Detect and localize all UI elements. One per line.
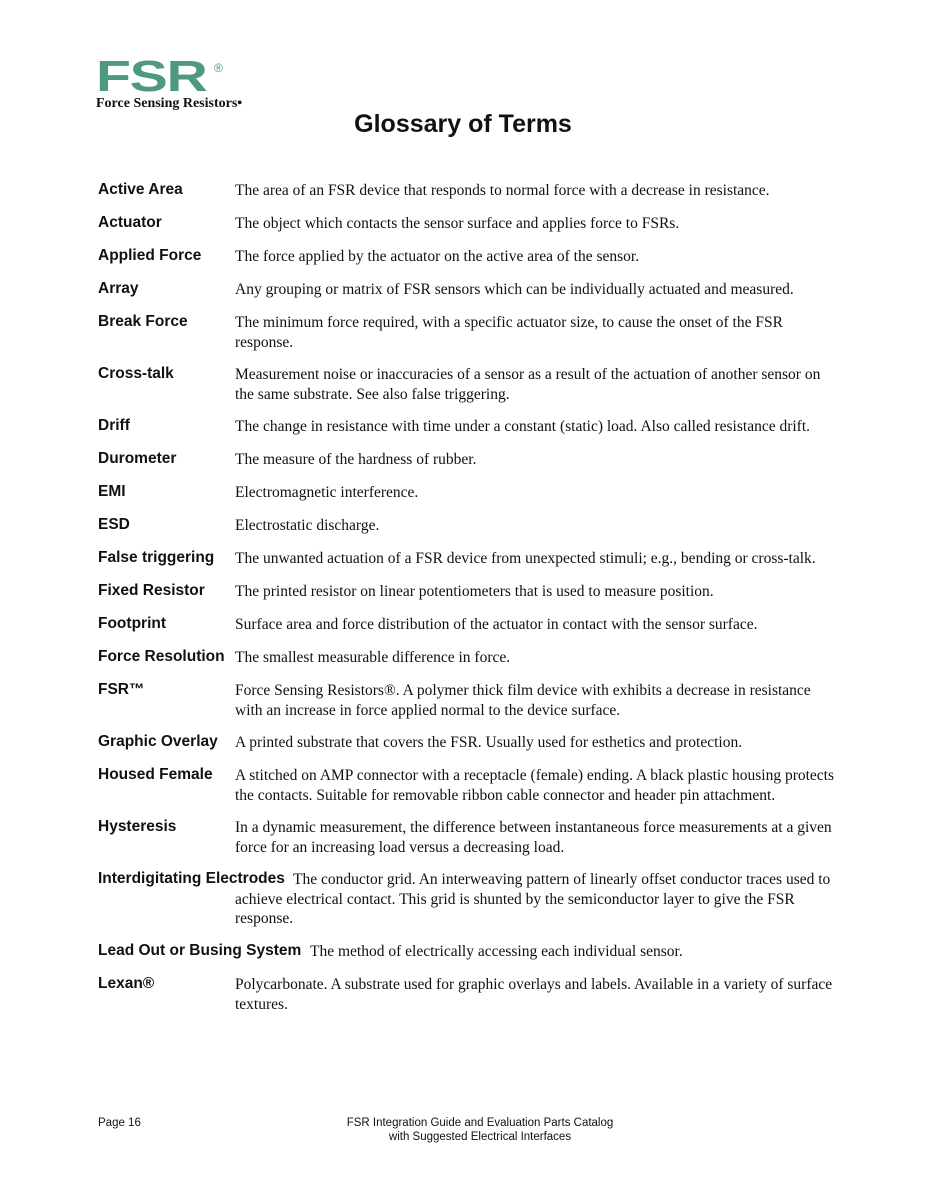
footer-line-2: with Suggested Electrical Interfaces: [388, 1131, 572, 1143]
glossary-entry: [98, 974, 838, 1014]
glossary-entry: [98, 765, 838, 805]
glossary-entry: [98, 941, 838, 962]
glossary-entry: [98, 548, 838, 569]
glossary-definition: Electromagnetic interference.: [235, 484, 419, 501]
glossary-definition: Surface area and force distribution of the actuator in contact with the sensor surface.: [235, 616, 758, 633]
glossary-entry: [98, 213, 838, 234]
glossary-definition: Any grouping or matrix of FSR sensors which can be individually actuated and measured.: [235, 281, 794, 298]
glossary-term: Break Force: [98, 313, 188, 330]
glossary-entry: [98, 449, 838, 470]
glossary-term: Array: [98, 280, 139, 297]
glossary-definition: The method of electrically accessing each individual sensor.: [310, 943, 683, 960]
logo-tagline: Force Sensing Resistors•: [96, 96, 243, 111]
glossary-entry: [98, 482, 838, 503]
glossary-term: False triggering: [98, 549, 215, 566]
glossary-term: Active Area: [98, 181, 183, 198]
glossary-definition: In a dynamic measurement, the difference between instantaneous force measurements at a given force for an increasing load versus a decreasing load.: [235, 819, 832, 856]
glossary-term: EMI: [98, 483, 126, 500]
glossary-entry: [98, 581, 838, 602]
glossary-term: Housed Female: [98, 766, 213, 783]
fsr-logo: [96, 60, 306, 112]
glossary-entry: [98, 614, 838, 635]
footer-document-title: [280, 1116, 680, 1144]
page-title-text: Glossary of Terms: [354, 110, 572, 138]
glossary-term: FSR™: [98, 681, 145, 698]
glossary-entry: [98, 515, 838, 536]
glossary-definition: Electrostatic discharge.: [235, 517, 380, 534]
glossary-term: Fixed Resistor: [98, 582, 205, 599]
glossary-definition: The printed resistor on linear potentiometers that is used to measure position.: [235, 583, 714, 600]
logo-mark: FSR: [96, 60, 207, 94]
glossary-definition: The smallest measurable difference in force.: [235, 649, 511, 666]
glossary-definition: The unwanted actuation of a FSR device from unexpected stimuli; e.g., bending or cross-talk.: [235, 550, 816, 567]
glossary-definition: A stitched on AMP connector with a receptacle (female) ending. A black plastic housing protects the contacts. Suitable for removable ribbon cable connector and header pin attachment.: [235, 767, 835, 804]
glossary-entry: [98, 312, 838, 352]
glossary-definition: The object which contacts the sensor surface and applies force to FSRs.: [235, 215, 680, 232]
glossary-entry: [98, 869, 838, 929]
glossary-entry: [98, 279, 838, 300]
glossary-term: Cross-talk: [98, 365, 174, 382]
glossary-entry: [98, 180, 838, 201]
page-title: [0, 108, 926, 140]
glossary-term: Driff: [98, 417, 130, 434]
glossary-entry: [98, 680, 838, 720]
glossary-term: Applied Force: [98, 247, 202, 264]
glossary-definition: The change in resistance with time under a constant (static) load. Also called resistance drift.: [235, 418, 811, 435]
glossary-term: Durometer: [98, 450, 177, 467]
glossary-term: Lexan®: [98, 975, 155, 992]
glossary-entry: [98, 817, 838, 857]
glossary-entry: [98, 364, 838, 404]
glossary-entry: [98, 732, 838, 753]
glossary-term: Interdigitating Electrodes: [98, 870, 285, 887]
glossary-term: Lead Out or Busing System: [98, 942, 302, 959]
registered-mark: ®: [214, 61, 223, 75]
glossary-definition: Force Sensing Resistors®. A polymer thick film device with exhibits a decrease in resistance with an increase in force applied normal to the device surface.: [235, 682, 811, 719]
glossary-definition: The conductor grid. An interweaving pattern of linearly offset conductor traces used to achieve electrical contact. This grid is shunted by the semiconductor layer to give the FSR response.: [235, 871, 831, 927]
footer-line-1: FSR Integration Guide and Evaluation Parts Catalog: [346, 1117, 614, 1129]
glossary-entry: [98, 647, 838, 668]
glossary-term: Force Resolution: [98, 648, 225, 665]
footer-page-number: Page 16: [98, 1117, 141, 1129]
glossary-term: Hysteresis: [98, 818, 177, 835]
glossary-entry: [98, 416, 838, 437]
glossary-term: ESD: [98, 516, 130, 533]
glossary-definition: Measurement noise or inaccuracies of a sensor as a result of the actuation of another sensor on the same substrate. See also false triggering.: [235, 366, 821, 403]
glossary-definition: The force applied by the actuator on the active area of the sensor.: [235, 248, 640, 265]
glossary-term: Actuator: [98, 214, 162, 231]
glossary-term: Graphic Overlay: [98, 733, 218, 750]
glossary-definition: Polycarbonate. A substrate used for graphic overlays and labels. Available in a variety of surface textures.: [235, 976, 833, 1013]
glossary-entry: [98, 246, 838, 267]
glossary-definition: The measure of the hardness of rubber.: [235, 451, 477, 468]
glossary-definition: The area of an FSR device that responds to normal force with a decrease in resistance.: [235, 182, 770, 199]
glossary-definition: The minimum force required, with a specific actuator size, to cause the onset of the FSR response.: [235, 314, 783, 351]
glossary-term: Footprint: [98, 615, 167, 632]
logo-mark-box: [96, 60, 214, 94]
glossary-definition: A printed substrate that covers the FSR. Usually used for esthetics and protection.: [235, 734, 743, 751]
